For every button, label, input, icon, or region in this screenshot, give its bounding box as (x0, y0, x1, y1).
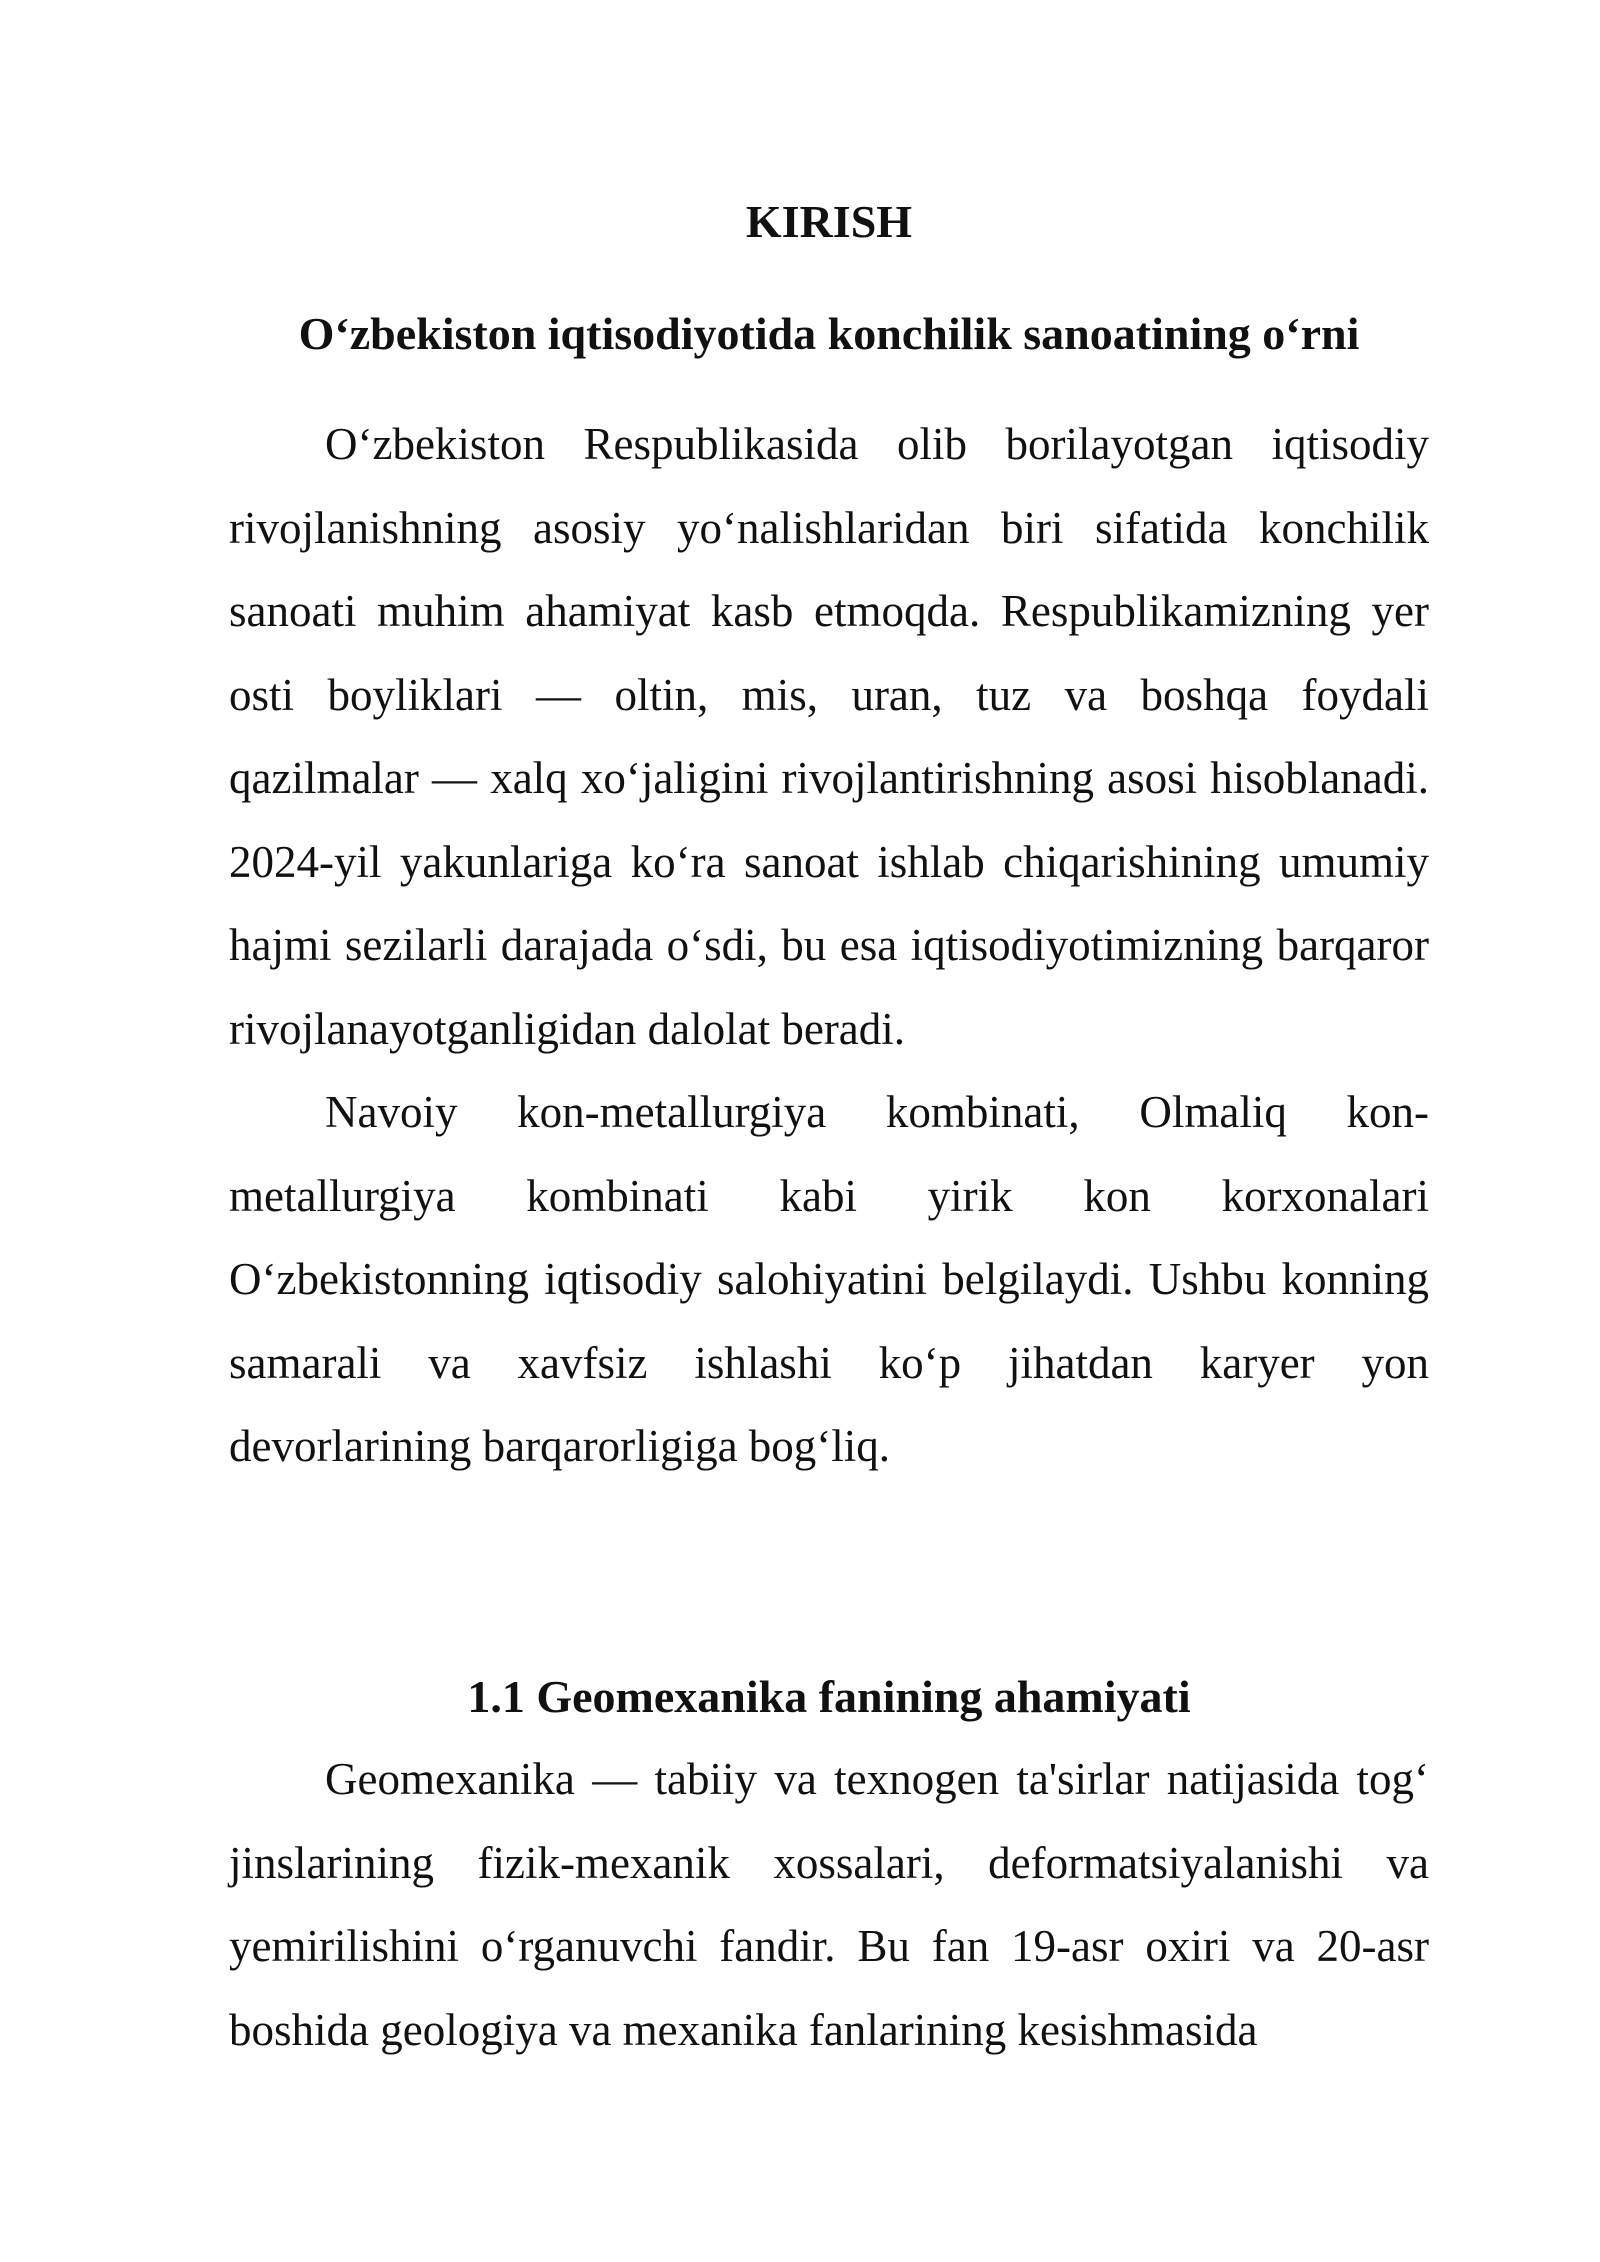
section-title: 1.1 Geomexanika fanining ahamiyati (467, 1671, 1191, 1722)
section-text (229, 1738, 1429, 2072)
section-paragraph-1: Geomexanika — tabiiy va texnogen ta'sirlar natijasida tog‘ jinslarining fizik-mexanik xossalari, deformatsiyalanishi va yemirilishini o‘rganuvchi fandir. Bu fan 19-asr oxiri va 20-asr boshida geologiya va mexanika fanlarining kesishmasida (229, 1754, 1429, 2055)
intro-paragraph-1: O‘zbekiston Respublikasida olib borilayotgan iqtisodiy rivojlanishning asosiy yo‘nalishlaridan biri sifatida konchilik sanoati muhim ahamiyat kasb etmoqda. Respublikamizning yer osti boyliklari — oltin, mis, uran, tuz va boshqa foydali qazilmalar — xalq xo‘jaligini rivojlantirishning asosi hisoblanadi. 2024-yil yakunlariga ko‘ra sanoat ishlab chiqarishining umumiy hajmi sezilarli darajada o‘sdi, bu esa iqtisodiyotimizning barqaror rivojlanayotganligidan dalolat beradi. (229, 419, 1429, 1054)
chapter-subtitle: O‘zbekiston iqtisodiyotida konchilik sanoatining o‘rni (298, 308, 1360, 359)
intro-text (229, 403, 1429, 1489)
chapter-title: KIRISH (745, 196, 913, 247)
intro-paragraph-2: Navoiy kon-metallurgiya kombinati, Olmaliq kon-metallurgiya kombinati kabi yirik kon korxonalari O‘zbekistonning iqtisodiy salohiyatini belgilaydi. Ushbu konning samarali va xavfsiz ishlashi ko‘p jihatdan karyer yon devorlarining barqarorligiga bog‘liq. (229, 1087, 1429, 1471)
